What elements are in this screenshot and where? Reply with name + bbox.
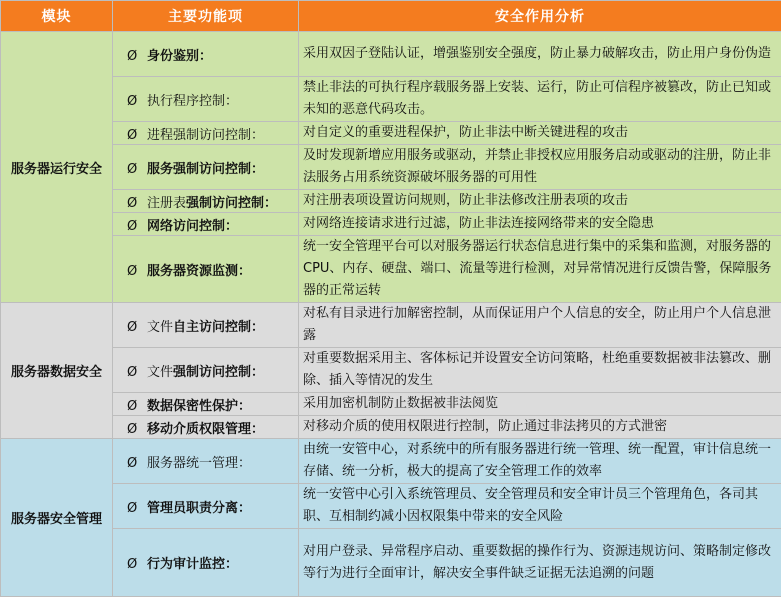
function-cell: Ø 服务器资源监测： <box>113 236 299 303</box>
table-row <box>1 393 781 416</box>
module-cell: 服务器安全管理 <box>1 439 113 597</box>
function-cell: Ø 管理员职责分离： <box>113 484 299 529</box>
table-row <box>1 122 781 145</box>
module-cell: 服务器数据安全 <box>1 303 113 439</box>
bullet-icon: Ø <box>127 162 147 177</box>
bullet-icon: Ø <box>127 94 147 109</box>
function-cell: Ø 移动介质权限管理： <box>113 416 299 439</box>
header-analysis: 安全作用分析 <box>299 1 781 32</box>
bullet-icon: Ø <box>127 219 147 234</box>
description-cell: 对用户登录、异常程序启动、重要数据的操作行为、资源违规访问、策略制定修改等行为进行全面审计，解决安全事件缺乏证据无法追溯的问题 <box>299 529 781 597</box>
module-cell: 服务器运行安全 <box>1 32 113 303</box>
table-row <box>1 439 781 484</box>
function-cell: Ø 身份鉴别： <box>113 32 299 77</box>
function-cell: Ø 网络访问控制： <box>113 213 299 236</box>
function-cell: Ø 行为审计监控： <box>113 529 299 597</box>
function-cell: Ø 文件自主访问控制： <box>113 303 299 348</box>
table-row <box>1 303 781 348</box>
function-cell: Ø 服务器统一管理： <box>113 439 299 484</box>
bullet-icon: Ø <box>127 196 147 211</box>
function-cell: Ø 数据保密性保护： <box>113 393 299 416</box>
header-module: 模块 <box>1 1 113 32</box>
description-cell: 对重要数据采用主、客体标记并设置安全访问策略，杜绝重要数据被非法篡改、删除、插入等情况的发生 <box>299 348 781 393</box>
bullet-icon: Ø <box>127 365 147 380</box>
table-row <box>1 145 781 190</box>
bullet-icon: Ø <box>127 320 147 335</box>
function-cell: Ø 执行程序控制： <box>113 77 299 122</box>
table-row <box>1 213 781 236</box>
description-cell: 统一安全管理平台可以对服务器运行状态信息进行集中的采集和监测，对服务器的CPU、内存、硬盘、端口、流量等进行检测，对异常情况进行反馈告警，保障服务器的正常运转 <box>299 236 781 303</box>
bullet-icon: Ø <box>127 399 147 414</box>
description-cell: 对注册表项设置访问规则，防止非法修改注册表项的攻击 <box>299 190 781 213</box>
description-cell: 及时发现新增应用服务或驱动，并禁止非授权应用服务启动或驱动的注册，防止非法服务占用系统资源破坏服务器的可用性 <box>299 145 781 190</box>
table-row <box>1 416 781 439</box>
description-cell: 采用双因子登陆认证，增强鉴别安全强度，防止暴力破解攻击，防止用户身份伪造 <box>299 32 781 77</box>
header-function: 主要功能项 <box>113 1 299 32</box>
description-cell: 对移动介质的使用权限进行控制，防止通过非法拷贝的方式泄密 <box>299 416 781 439</box>
table-row <box>1 529 781 597</box>
function-cell: Ø 进程强制访问控制： <box>113 122 299 145</box>
function-cell: Ø 文件强制访问控制： <box>113 348 299 393</box>
header-row <box>1 1 781 32</box>
description-cell: 禁止非法的可执行程序载服务器上安装、运行，防止可信程序被篡改，防止已知或未知的恶意代码攻击。 <box>299 77 781 122</box>
function-cell: Ø 服务强制访问控制： <box>113 145 299 190</box>
table-row <box>1 32 781 77</box>
function-cell: Ø 注册表强制访问控制： <box>113 190 299 213</box>
description-cell: 采用加密机制防止数据被非法阅览 <box>299 393 781 416</box>
bullet-icon: Ø <box>127 128 147 143</box>
bullet-icon: Ø <box>127 422 147 437</box>
description-cell: 由统一安管中心，对系统中的所有服务器进行统一管理、统一配置，审计信息统一存储、统一分析，极大的提高了安全管理工作的效率 <box>299 439 781 484</box>
table-row <box>1 236 781 303</box>
description-cell: 统一安管中心引入系统管理员、安全管理员和安全审计员三个管理角色，各司其职、互相制约减小因权限集中带来的安全风险 <box>299 484 781 529</box>
description-cell: 对私有目录进行加解密控制，从而保证用户个人信息的安全，防止用户个人信息泄露 <box>299 303 781 348</box>
table-row <box>1 77 781 122</box>
bullet-icon: Ø <box>127 501 147 516</box>
bullet-icon: Ø <box>127 456 147 471</box>
bullet-icon: Ø <box>127 557 147 572</box>
description-cell: 对自定义的重要进程保护，防止非法中断关键进程的攻击 <box>299 122 781 145</box>
bullet-icon: Ø <box>127 49 147 64</box>
description-cell: 对网络连接请求进行过滤，防止非法连接网络带来的安全隐患 <box>299 213 781 236</box>
table-row <box>1 484 781 529</box>
bullet-icon: Ø <box>127 264 147 279</box>
table-row <box>1 348 781 393</box>
table-row <box>1 190 781 213</box>
